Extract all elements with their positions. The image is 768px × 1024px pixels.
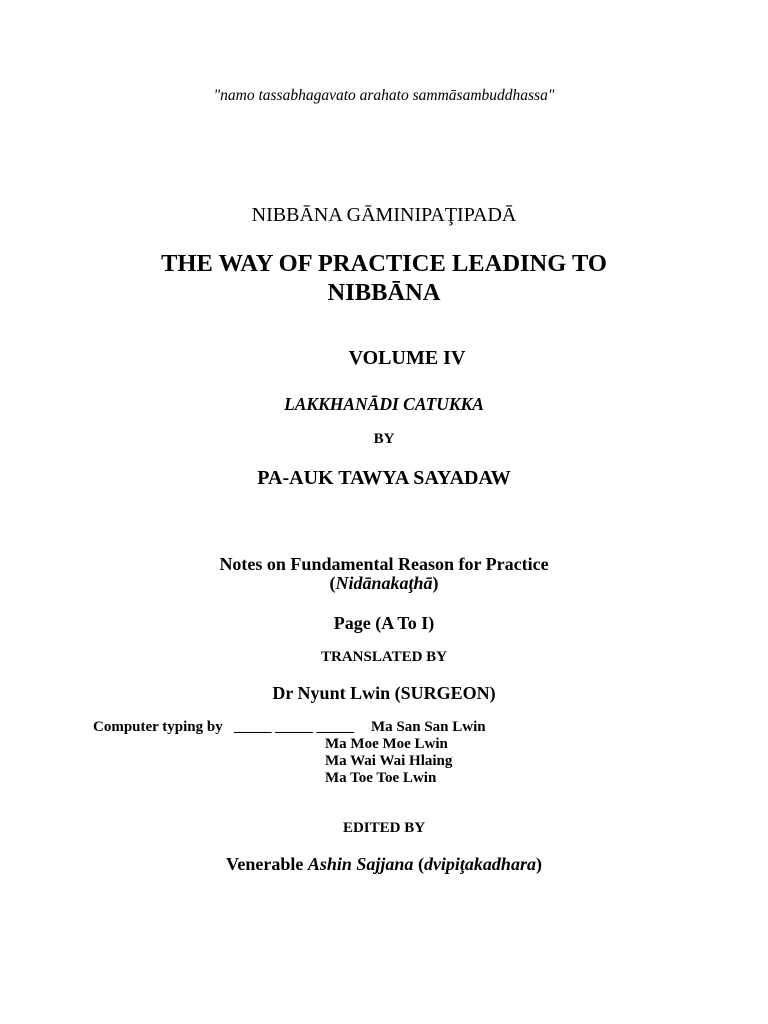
- editor-line: [0, 855, 768, 873]
- invocation-text: "namo tassabhagavato arahato sammāsambuddhassa": [213, 87, 555, 104]
- translated-by-label: TRANSLATED BY: [321, 649, 447, 665]
- editor-prefix: Venerable: [226, 854, 304, 874]
- typing-label: Computer typing by: [93, 719, 223, 735]
- edited-by-label: EDITED BY: [342, 820, 426, 836]
- editor-close-paren: ): [535, 854, 542, 874]
- editor-open-paren: (: [417, 854, 424, 874]
- translator-name: Dr Nyunt Lwin (SURGEON): [272, 683, 496, 703]
- pali-title: NIBBĀNA GĀMINIPAŢIPADĀ: [251, 204, 517, 226]
- title-line-2: NIBBĀNA: [327, 279, 441, 306]
- notes-pali-term: Nidānakaţhā: [335, 573, 433, 593]
- subtitle: LAKKHANĀDI CATUKKA: [284, 394, 484, 414]
- author-name: PA-AUK TAWYA SAYADAW: [257, 467, 511, 489]
- typist-name: Ma San San Lwin: [371, 719, 486, 735]
- by-label: BY: [373, 431, 395, 447]
- title-line-1: THE WAY OF PRACTICE LEADING TO: [161, 250, 607, 277]
- page-range: Page (A To I): [333, 613, 435, 633]
- notes-close-paren: ): [432, 573, 439, 593]
- notes-heading: Notes on Fundamental Reason for Practice: [219, 554, 549, 574]
- notes-open-paren: (: [329, 573, 336, 593]
- editor-name: Ashin Sajjana: [307, 854, 414, 874]
- notes-pali-term-line: [0, 574, 768, 592]
- typist-name: Ma Wai Wai Hlaing: [325, 753, 453, 769]
- typist-name: Ma Toe Toe Lwin: [325, 770, 437, 786]
- editor-title: dvipiţakadhara: [423, 854, 536, 874]
- typist-name: Ma Moe Moe Lwin: [325, 736, 448, 752]
- typing-blanks: _____ _____ _____: [234, 719, 354, 735]
- volume-label: VOLUME IV: [348, 347, 466, 369]
